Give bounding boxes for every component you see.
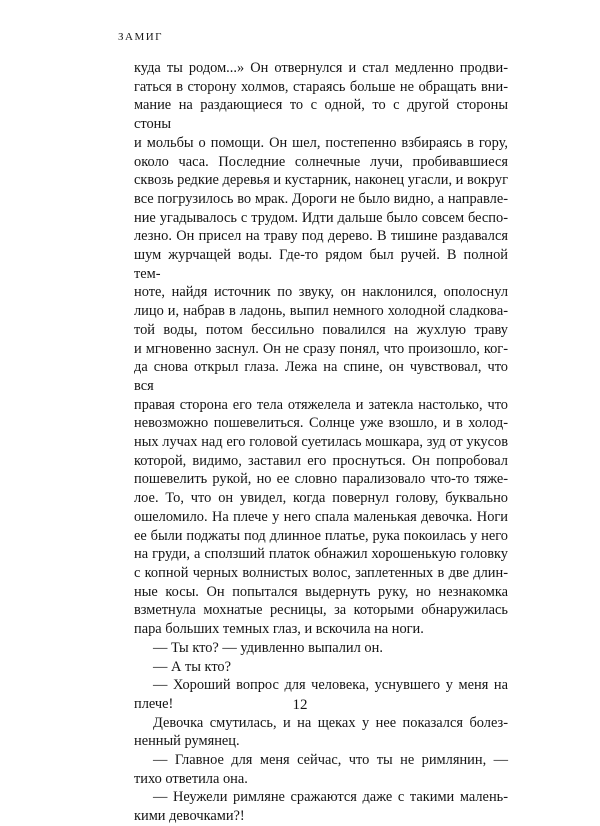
text-line: мание на раздающиеся то с одной, то с другой стороны стоны <box>134 97 508 133</box>
text-line: около часа. Последние солнечные лучи, пробивавшиеся <box>134 153 508 170</box>
text-line: Девочка смутилась, и на щеках у нее показался болез- <box>153 714 508 731</box>
text-line: гаться в сторону холмов, стараясь больше не обращать вни- <box>134 78 508 95</box>
text-line: ноте, найдя источник по звуку, он наклонился, ополоснул <box>134 284 508 301</box>
text-line: да снова открыл глаза. Лежа на спине, он чувствовал, что вся <box>134 359 508 394</box>
text-line: ненный румянец. <box>134 733 240 750</box>
text-line: тихо ответила она. <box>134 770 248 787</box>
text-line: ошеломило. На плече у него спала маленькая девочка. Ноги <box>134 508 508 525</box>
text-line: лицо и, набрав в ладонь, выпил немного холодной сладковa- <box>134 303 508 320</box>
text-line: которой, видимо, заставил его проснуться. Он попробовал <box>134 452 508 469</box>
page-number: 12 <box>292 697 308 713</box>
text-line: пошевелить рукой, но ее словно парализовало что-то тяже- <box>134 471 508 488</box>
text-line: ее были поджаты под длинное платье, рука покоилась у него <box>134 527 508 544</box>
text-line: ные косы. Он попытался выдернуть руку, но незнакомка <box>134 583 508 600</box>
text-line: и мольбы о помощи. Он шел, постепенно взбираясь в гору, <box>134 134 508 151</box>
text-line: на груди, а сползший платок обнажил хорошенькую головку <box>134 546 508 563</box>
text-line: плече! <box>134 695 174 712</box>
text-line: правая сторона его тела отяжелела и затекла настолько, что <box>134 396 508 413</box>
text-line: — Хороший вопрос для человека, уснувшего у меня на <box>153 677 508 694</box>
text-line: лезно. Он присел на траву под дерево. В тишине раздавался <box>134 228 508 245</box>
text-line: — А ты кто? <box>153 658 232 675</box>
text-line: ние угадывалось с трудом. Идти дальше было совсем беспо- <box>134 209 508 226</box>
text-line: невозможно пошевелиться. Солнце уже взошло, и в холод- <box>134 415 508 432</box>
text-line: все погрузилось во мрак. Дороги не было видно, а направле- <box>134 190 508 207</box>
running-head: ЗАМИГ <box>118 31 164 43</box>
text-line: сквозь редкие деревья и кустарник, наконец угасли, и вокруг <box>134 172 508 189</box>
text-line: той воды, потом бессильно повалился на жухлую траву <box>134 321 508 338</box>
text-line: пара больших темных глаз, и вскочила на ноги. <box>134 621 424 638</box>
text-line: — Неужели римляне сражаются даже с такими малень- <box>153 789 508 806</box>
text-line: ных лучах над его головой суетилась мошкара, зуд от укусов <box>134 434 508 451</box>
text-line: с копной черных волнистых волос, заплетенных в две длин- <box>134 564 508 581</box>
text-line: и мгновенно заснул. Он не сразу понял, что произошло, ког- <box>134 340 508 357</box>
text-line: лое. То, что он увидел, когда повернул голову, буквально <box>134 490 508 507</box>
text-line: куда ты родом...» Он отвернулся и стал медленно продви- <box>134 60 508 76</box>
text-line: — Ты кто? — удивленно выпалил он. <box>153 639 383 656</box>
text-line: — Главное для меня сейчас, что ты не римлянин, — <box>153 752 508 769</box>
text-line: кими девочками?! <box>134 808 245 825</box>
text-line: шум журчащей воды. Где-то рядом был ручей. В полной тем- <box>134 247 508 282</box>
text-line: взметнула мохнатые ресницы, за которыми обнаружилась <box>134 602 508 619</box>
